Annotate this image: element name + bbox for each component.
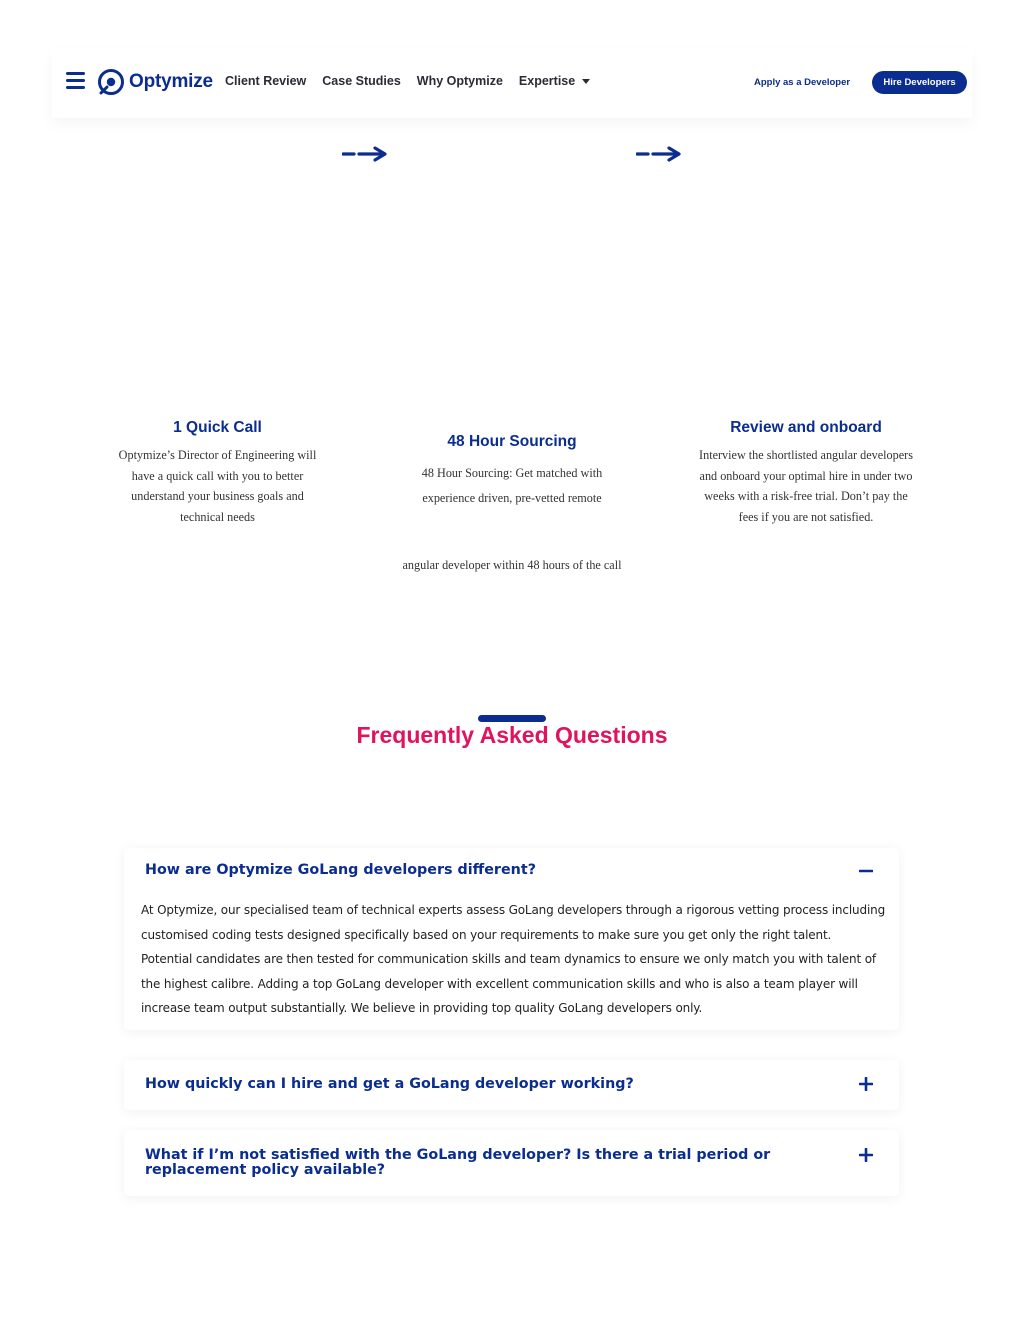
step-description-continued: angular developer within 48 hours of the call [402, 558, 622, 572]
arrow-right-icon [342, 146, 388, 162]
faq-heading: Frequently Asked Questions [356, 722, 668, 748]
nav-why-optymize[interactable]: Why Optymize [416, 74, 503, 88]
step-title: 1 Quick Call [173, 419, 262, 436]
nav-client-review[interactable]: Client Review [225, 74, 307, 88]
chevron-down-icon [582, 79, 590, 84]
plus-icon[interactable] [859, 1077, 873, 1091]
step-title: 48 Hour Sourcing [447, 433, 577, 450]
brand-logo[interactable] [98, 68, 213, 96]
step-title: Review and onboard [730, 419, 882, 436]
faq-item [124, 1130, 899, 1196]
site-header [52, 48, 972, 118]
faq-item [124, 1060, 899, 1110]
faq-item [124, 848, 899, 1030]
nav-expertise[interactable] [519, 74, 590, 88]
optymize-logo-icon [98, 69, 124, 95]
brand-name: Optymize [129, 71, 213, 92]
faq-question[interactable]: How are Optymize GoLang developers different? [145, 862, 536, 878]
minus-icon[interactable] [859, 864, 873, 878]
hire-developers-button[interactable]: Hire Developers [872, 71, 967, 94]
step-description: Optymize’s Director of Engineering will have a quick call with you to better understand your business goals and technical needs [118, 448, 317, 524]
faq-question[interactable]: What if I’m not satisfied with the GoLang developer? Is there a trial period or replacement policy available? [145, 1147, 771, 1178]
step-review-onboard [695, 419, 917, 527]
faq-answer: At Optymize, our specialised team of technical experts assess GoLang developers through a rigorous vetting process including customised coding tests designed specifically based on your requirements to make sure you get only the right talent. Potential candidates are then tested for communication skills and team dynamics to ensure we only match you with talent of the highest calibre. Adding a top GoLang developer with excellent communication skills and who is also a team player will increase team output substantially. We believe in providing top quality GoLang developers only. [141, 903, 886, 1016]
step-48-hour-sourcing [400, 433, 624, 578]
step-description: 48 Hour Sourcing: Get matched with experience driven, pre-vetted remote [421, 466, 603, 505]
apply-as-developer-link[interactable]: Apply as a Developer [754, 77, 851, 88]
hamburger-menu-icon[interactable] [66, 72, 85, 89]
heading-accent-bar [478, 715, 546, 722]
step-description: Interview the shortlisted angular developers and onboard your optimal hire in under two weeks with a risk-free trial. Don’t pay the fees if you are not satisfied. [699, 448, 913, 524]
step-quick-call [110, 419, 325, 527]
arrow-right-icon [636, 146, 682, 162]
plus-icon[interactable] [859, 1148, 873, 1162]
nav-case-studies[interactable]: Case Studies [322, 74, 401, 88]
nav-expertise-label: Expertise [518, 74, 576, 88]
main-nav [225, 74, 606, 88]
faq-question[interactable]: How quickly can I hire and get a GoLang developer working? [145, 1076, 634, 1092]
